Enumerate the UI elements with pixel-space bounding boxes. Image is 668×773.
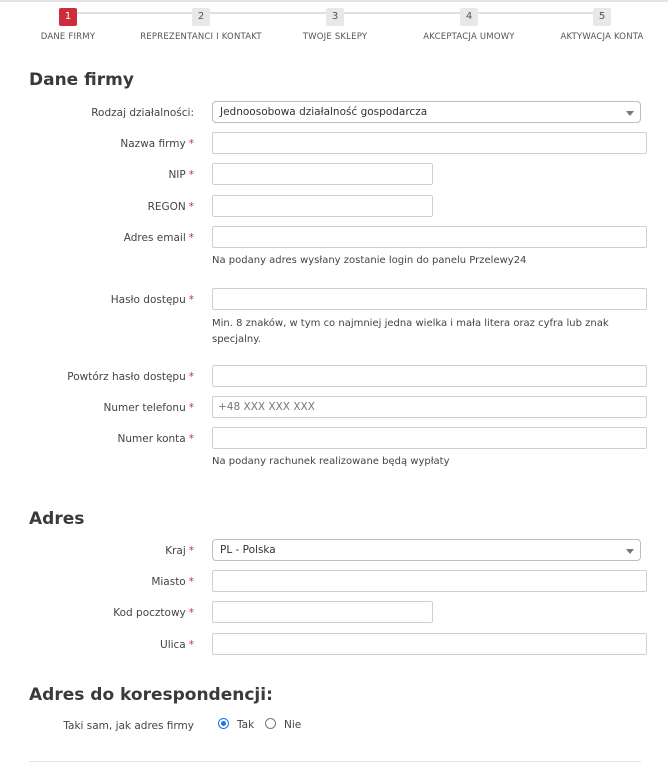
- step-4[interactable]: [399, 4, 539, 42]
- account-label: Numer konta *: [117, 433, 194, 445]
- step-label: AKCEPTACJA UMOWY: [423, 32, 515, 42]
- step-2[interactable]: [131, 4, 271, 42]
- required-mark: *: [188, 402, 194, 414]
- step-number: 1: [59, 8, 77, 26]
- business-type-label: Rodzaj działalności:: [91, 107, 194, 119]
- address-section-title: Adres: [29, 509, 85, 529]
- chevron-down-icon: [626, 549, 634, 554]
- email-hint: Na podany adres wysłany zostanie login do panelu Przelewy24: [212, 255, 527, 266]
- required-mark: *: [188, 433, 194, 445]
- postal-code-input[interactable]: [212, 601, 433, 623]
- company-section-title: Dane firmy: [29, 70, 134, 90]
- phone-input[interactable]: [212, 396, 647, 418]
- required-mark: *: [188, 294, 194, 306]
- step-number: 5: [593, 8, 611, 26]
- required-mark: *: [188, 639, 194, 651]
- bottom-divider: [29, 761, 641, 762]
- city-input[interactable]: [212, 570, 647, 592]
- step-label: DANE FIRMY: [40, 32, 96, 42]
- postal-code-label: Kod pocztowy *: [113, 607, 194, 619]
- nip-label: NIP *: [168, 169, 194, 181]
- company-name-input[interactable]: [212, 132, 647, 154]
- regon-input[interactable]: [212, 195, 433, 217]
- required-mark: *: [188, 201, 194, 213]
- company-name-label: Nazwa firmy *: [120, 138, 194, 150]
- phone-label: Numer telefonu *: [103, 402, 194, 414]
- radio-no[interactable]: [265, 718, 276, 729]
- required-mark: *: [188, 576, 194, 588]
- account-input[interactable]: [212, 427, 647, 449]
- radio-no-label[interactable]: Nie: [284, 719, 302, 731]
- step-3[interactable]: [265, 4, 405, 42]
- required-mark: *: [188, 607, 194, 619]
- progress-stepper: [0, 0, 668, 50]
- required-mark: *: [188, 169, 194, 181]
- business-type-select[interactable]: [212, 101, 641, 123]
- step-label: AKTYWACJA KONTA: [560, 32, 644, 42]
- required-mark: *: [188, 138, 194, 150]
- country-value: PL - Polska: [220, 544, 276, 556]
- country-select[interactable]: [212, 539, 641, 561]
- step-number: 2: [192, 8, 210, 26]
- chevron-down-icon: [626, 111, 634, 116]
- step-number: 3: [326, 8, 344, 26]
- street-input[interactable]: [212, 633, 647, 655]
- same-address-label: Taki sam, jak adres firmy: [63, 720, 194, 732]
- country-label: Kraj *: [165, 545, 194, 557]
- radio-yes[interactable]: [218, 718, 229, 729]
- phone-placeholder: +48 XXX XXX XXX: [218, 401, 315, 413]
- step-label: TWOJE SKLEPY: [302, 32, 368, 42]
- email-input[interactable]: [212, 226, 647, 248]
- password-label: Hasło dostępu *: [110, 294, 194, 306]
- password-repeat-input[interactable]: [212, 365, 647, 387]
- required-mark: *: [188, 545, 194, 557]
- correspondence-section-title: Adres do korespondencji:: [29, 685, 273, 705]
- regon-label: REGON *: [147, 201, 194, 213]
- same-address-row: [0, 717, 668, 737]
- password-input[interactable]: [212, 288, 647, 310]
- business-type-value: Jednoosobowa działalność gospodarcza: [220, 106, 428, 118]
- required-mark: *: [188, 371, 194, 383]
- step-label: REPREZENTANCI I KONTAKT: [140, 32, 262, 42]
- step-5[interactable]: [532, 4, 668, 42]
- required-mark: *: [188, 232, 194, 244]
- step-number: 4: [460, 8, 478, 26]
- password-repeat-label: Powtórz hasło dostępu *: [67, 371, 194, 383]
- city-label: Miasto *: [151, 576, 194, 588]
- password-hint: Min. 8 znaków, w tym co najmniej jedna wielka i mała litera oraz cyfra lub znak specjalny.: [212, 318, 609, 345]
- step-1[interactable]: [0, 4, 138, 42]
- radio-yes-label[interactable]: Tak: [237, 719, 255, 731]
- email-label: Adres email *: [123, 232, 194, 244]
- nip-input[interactable]: [212, 163, 433, 185]
- account-hint: Na podany rachunek realizowane będą wypłaty: [212, 456, 450, 467]
- street-label: Ulica *: [160, 639, 194, 651]
